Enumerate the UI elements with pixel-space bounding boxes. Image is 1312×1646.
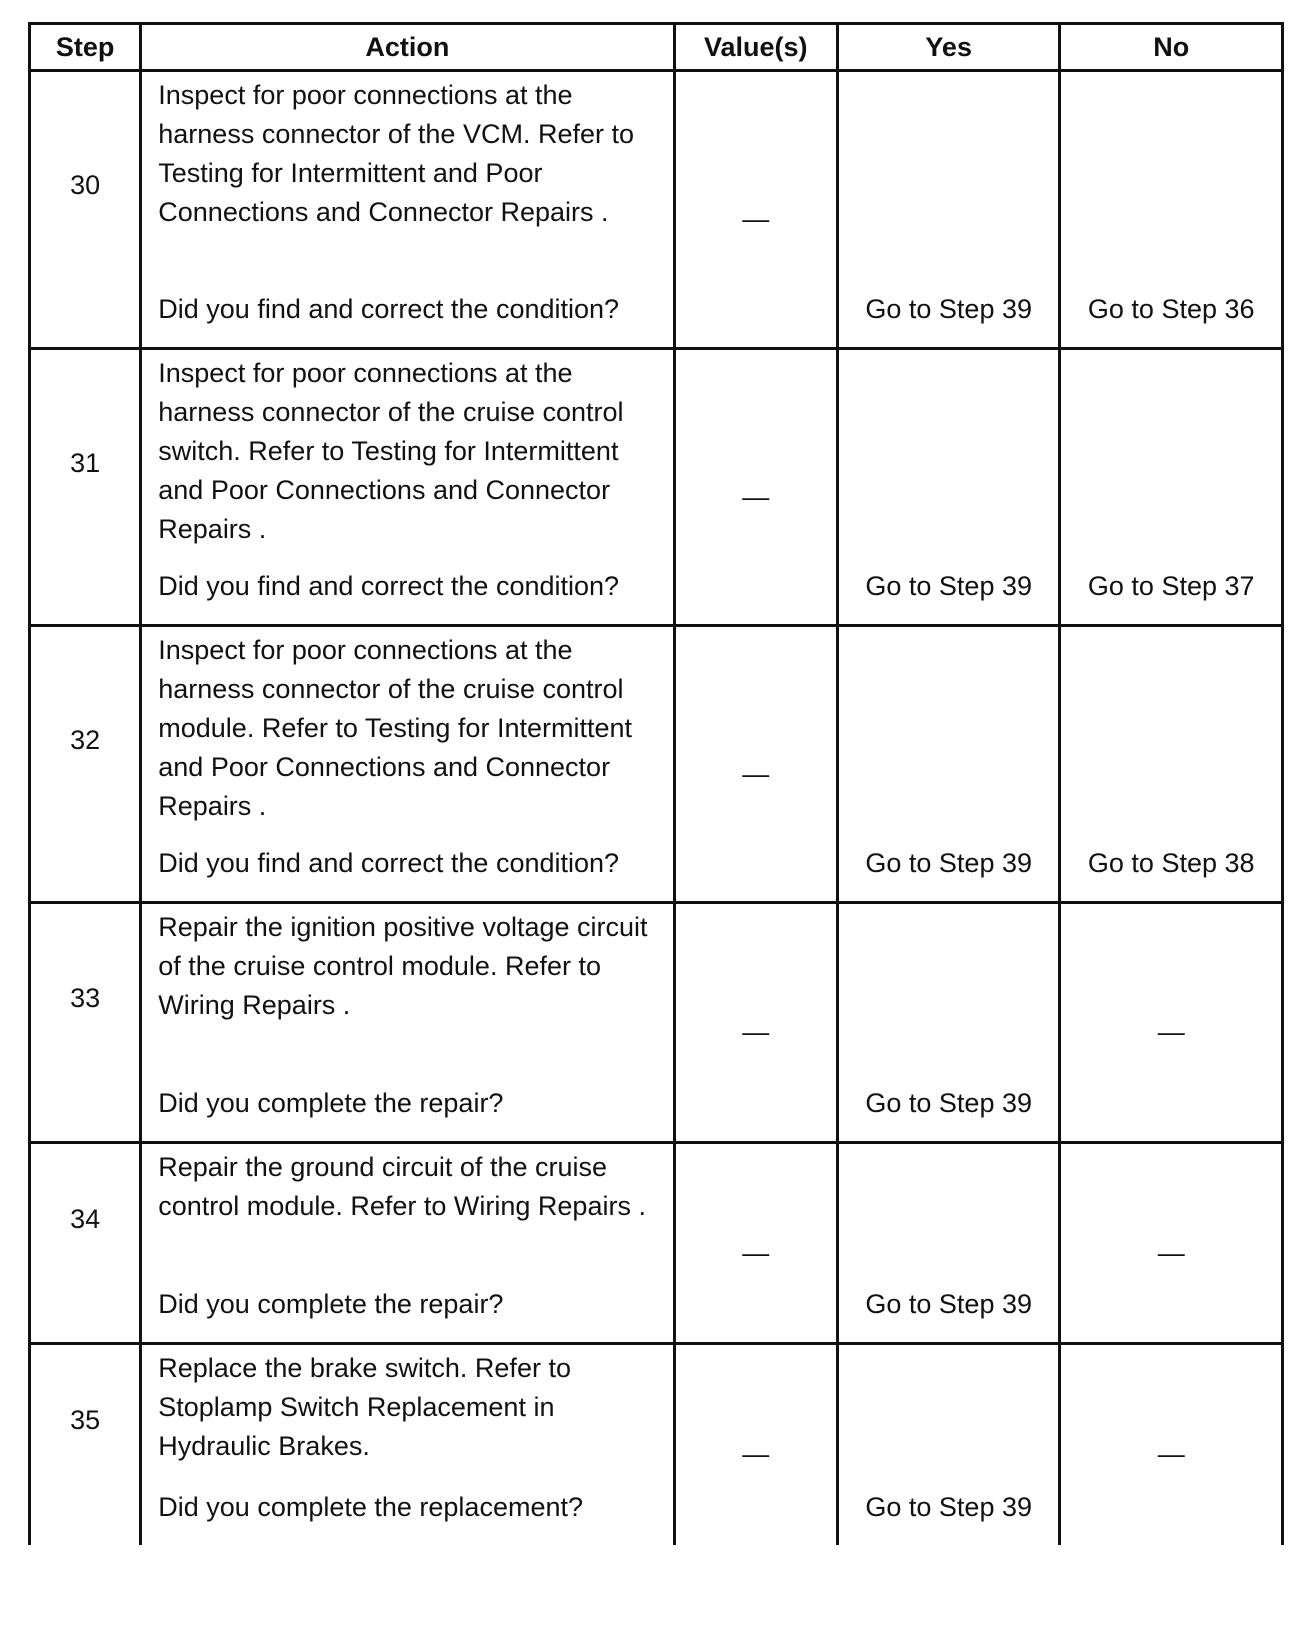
step-cell: [30, 1143, 141, 1344]
yes-link: Go to Step 39: [865, 1088, 1032, 1118]
value-dash: —: [742, 1017, 770, 1047]
action-instruction: Inspect for poor connections at the harness connector of the cruise control module. Refer to Testing for Intermittent and Poor Connections and Connector Repairs .: [158, 635, 632, 821]
header-yes: Yes: [837, 24, 1060, 71]
value-cell: [674, 903, 837, 1143]
yes-cell: [837, 349, 1060, 626]
value-cell: [674, 626, 837, 903]
table-row: [30, 349, 1283, 626]
step-number: 33: [70, 983, 101, 1013]
action-question: Did you complete the repair?: [158, 1088, 504, 1118]
header-values: Value(s): [674, 24, 837, 71]
table-row: [30, 1143, 1283, 1344]
table-row: [30, 1344, 1283, 1545]
table-row: [30, 626, 1283, 903]
table-row: [30, 71, 1283, 349]
no-link: Go to Step 37: [1087, 571, 1255, 601]
no-cell: [1060, 626, 1283, 903]
yes-link: Go to Step 39: [865, 1491, 1032, 1522]
step-number: 34: [70, 1203, 101, 1234]
action-question: Did you find and correct the condition?: [158, 294, 620, 324]
action-question: Did you complete the replacement?: [158, 1491, 584, 1522]
action-cell: [141, 349, 674, 626]
yes-link: Go to Step 39: [865, 1289, 1032, 1319]
header-no: No: [1060, 24, 1283, 71]
header-step: Step: [30, 24, 141, 71]
no-cell: [1060, 71, 1283, 349]
action-question: Did you complete the repair?: [158, 1289, 504, 1319]
value-dash: —: [742, 204, 770, 234]
table-row: [30, 903, 1283, 1143]
action-instruction: Repair the ground circuit of the cruise control module. Refer to Wiring Repairs .: [158, 1152, 646, 1221]
step-number: 31: [70, 447, 101, 478]
yes-cell: [837, 903, 1060, 1143]
value-cell: [674, 349, 837, 626]
action-instruction: Replace the brake switch. Refer to Stoplamp Switch Replacement in Hydraulic Brakes.: [158, 1353, 571, 1461]
yes-cell: [837, 626, 1060, 903]
no-cell: [1060, 903, 1283, 1143]
step-number: 30: [70, 170, 101, 200]
step-cell: [30, 71, 141, 349]
no-cell: [1060, 1344, 1283, 1545]
header-row: [30, 24, 1283, 71]
step-cell: [30, 349, 141, 626]
action-instruction: Repair the ignition positive voltage circuit of the cruise control module. Refer to Wiring Repairs .: [158, 912, 648, 1020]
value-cell: [674, 71, 837, 349]
action-cell: [141, 71, 674, 349]
yes-link: Go to Step 39: [865, 294, 1032, 324]
no-cell: [1060, 349, 1283, 626]
yes-cell: [837, 1143, 1060, 1344]
yes-link: Go to Step 39: [865, 571, 1032, 601]
action-instruction: Inspect for poor connections at the harness connector of the cruise control switch. Refer to Testing for Intermittent and Poor Connections and Connector Repairs .: [158, 358, 624, 544]
yes-cell: [837, 71, 1060, 349]
action-instruction: Inspect for poor connections at the harness connector of the VCM. Refer to Testing for Intermittent and Poor Connections and Connector Repairs .: [158, 80, 634, 227]
no-link: Go to Step 38: [1087, 848, 1255, 878]
yes-link: Go to Step 39: [865, 848, 1032, 878]
step-cell: [30, 903, 141, 1143]
no-link: Go to Step 36: [1087, 294, 1255, 324]
header-action: Action: [141, 24, 674, 71]
action-question: Did you find and correct the condition?: [158, 848, 620, 878]
no-dash: —: [1157, 1017, 1185, 1047]
value-dash: —: [742, 481, 770, 512]
value-dash: —: [742, 758, 770, 789]
value-dash: —: [742, 1439, 770, 1470]
no-cell: [1060, 1143, 1283, 1344]
yes-cell: [837, 1344, 1060, 1545]
step-cell: [30, 626, 141, 903]
step-number: 32: [70, 724, 101, 755]
step-cell: [30, 1344, 141, 1545]
value-cell: [674, 1143, 837, 1344]
action-cell: [141, 1143, 674, 1344]
action-cell: [141, 1344, 674, 1545]
action-cell: [141, 903, 674, 1143]
step-number: 35: [70, 1405, 101, 1436]
action-cell: [141, 626, 674, 903]
diagnostic-table: [28, 22, 1284, 1545]
value-dash: —: [742, 1237, 770, 1268]
action-question: Did you find and correct the condition?: [158, 571, 620, 601]
no-dash: —: [1157, 1439, 1185, 1470]
no-dash: —: [1157, 1237, 1185, 1268]
value-cell: [674, 1344, 837, 1545]
